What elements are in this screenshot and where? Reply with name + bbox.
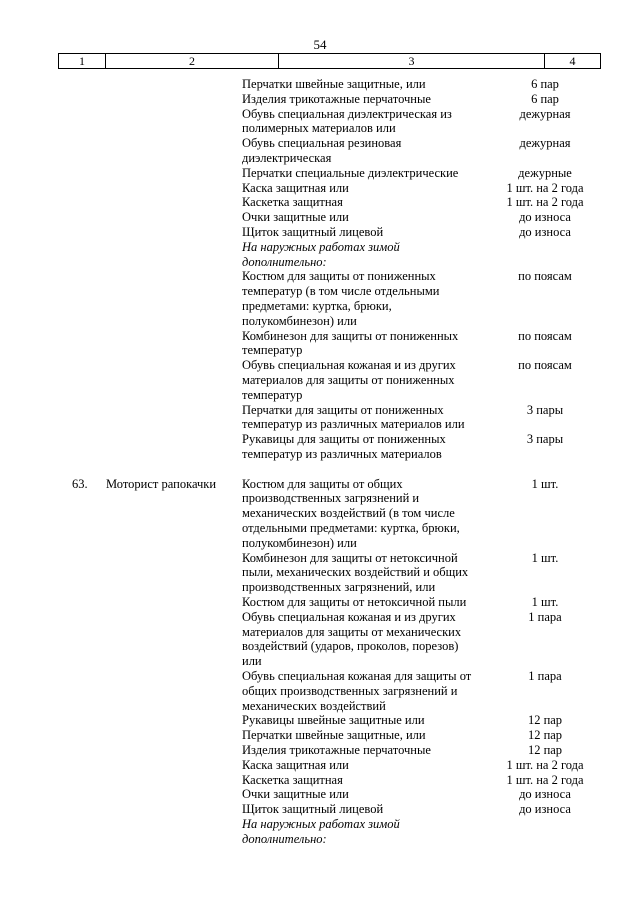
- item-norm: до износа: [519, 210, 571, 225]
- table-row: [0, 565, 640, 580]
- item-norm: дежурные: [518, 165, 572, 180]
- table-header: [58, 53, 601, 69]
- table-row: [0, 92, 640, 107]
- table-row: [0, 210, 640, 225]
- table-row: [0, 580, 640, 595]
- item-norm: до износа: [519, 225, 571, 239]
- item-name: температур из различных материалов или: [242, 417, 465, 432]
- item-name: Обувь специальная резиновая: [242, 136, 402, 151]
- item-norm: 1 шт. на 2 года: [506, 757, 584, 772]
- item-norm: 12 пар: [527, 728, 563, 743]
- item-name: полукомбинезон) или: [242, 313, 357, 328]
- item-name: Обувь специальная диэлектрическая из: [242, 106, 452, 121]
- table-row: [0, 136, 640, 151]
- item-norm: 1 шт. на 2 года: [506, 195, 584, 210]
- header-col-3: 3: [408, 54, 415, 68]
- item-name: общих производственных загрязнений и: [242, 683, 458, 698]
- item-name: диэлектрическая: [242, 151, 332, 165]
- table-row: [0, 521, 640, 536]
- table-row: [0, 787, 640, 802]
- item-name: или: [242, 654, 262, 669]
- table-row: [0, 388, 640, 403]
- item-name: температур (в том числе отдельными: [242, 284, 440, 299]
- table-row: [0, 447, 640, 462]
- item-name: Перчатки специальные диэлектрические: [242, 165, 459, 180]
- item-name: механических воздействий (в том числе: [242, 506, 455, 521]
- item-norm: дежурная: [519, 136, 571, 151]
- item-norm: 1 шт.: [531, 476, 559, 491]
- item-norm: по поясам: [518, 269, 572, 284]
- table-row: [0, 506, 640, 521]
- item-name: Перчатки швейные защитные, или: [242, 728, 426, 743]
- item-norm: 1 шт. на 2 года: [506, 180, 584, 195]
- item-norm: дежурная: [519, 106, 571, 121]
- table-row: [0, 536, 640, 551]
- item-norm: 6 пар: [531, 77, 559, 91]
- table-row: [0, 284, 640, 299]
- table-row: [0, 181, 640, 196]
- item-norm: 1 пара: [528, 669, 562, 683]
- table-row: [0, 151, 640, 166]
- table-row: [0, 684, 640, 699]
- item-name: Костюм для защиты от нетоксичной пыли: [242, 595, 467, 609]
- table-row: [0, 417, 640, 432]
- item-name: Комбинезон для защиты от пониженных: [242, 328, 459, 343]
- item-name: производственных загрязнений, или: [242, 580, 436, 595]
- table-row: [0, 817, 640, 832]
- item-name: Щиток защитный лицевой: [242, 802, 384, 817]
- item-norm: 3 пары: [526, 432, 564, 447]
- item-name: Изделия трикотажные перчаточные: [242, 743, 431, 757]
- item-name: Рукавицы швейные защитные или: [242, 713, 425, 728]
- item-name: предметами: куртка, брюки,: [242, 299, 392, 313]
- item-name: Каска защитная или: [242, 757, 349, 772]
- item-name: Обувь специальная кожаная для защиты от: [242, 669, 472, 683]
- item-name: производственных загрязнений и: [242, 491, 420, 506]
- table-row: [0, 832, 640, 847]
- item-norm: по поясам: [518, 358, 572, 373]
- item-name: Обувь специальная кожаная и из других: [242, 609, 456, 624]
- item-name: воздействий (ударов, проколов, порезов): [242, 639, 459, 654]
- item-name: На наружных работах зимой: [242, 239, 400, 254]
- header-col-2: 2: [189, 54, 195, 68]
- table-row: [0, 255, 640, 270]
- table-row: [0, 773, 640, 788]
- table-row: [0, 358, 640, 373]
- item-name: Костюм для защиты от пониженных: [242, 269, 436, 284]
- item-norm: 1 шт. на 2 года: [506, 772, 584, 787]
- table-row: [0, 225, 640, 240]
- table-row: [0, 373, 640, 388]
- table-row: [0, 166, 640, 181]
- table-row: [0, 728, 640, 743]
- item-name: пыли, механических воздействий и общих: [242, 565, 469, 580]
- table-row: [0, 107, 640, 122]
- table-row: [0, 195, 640, 210]
- table-row: [0, 639, 640, 654]
- item-norm: до износа: [519, 802, 571, 817]
- item-name: Каска защитная или: [242, 180, 349, 195]
- table-row: [0, 491, 640, 506]
- table-row: [0, 758, 640, 773]
- item-name: дополнительно:: [242, 831, 327, 846]
- table-row: [0, 699, 640, 714]
- row-number: 63.: [72, 476, 88, 491]
- table-row: [0, 269, 640, 284]
- item-norm: 3 пары: [526, 402, 564, 417]
- table-row: [0, 802, 640, 817]
- table-row: [0, 669, 640, 684]
- table-row: [0, 329, 640, 344]
- item-name: материалов для защиты от механических: [242, 624, 462, 639]
- item-name: Изделия трикотажные перчаточные: [242, 91, 431, 106]
- item-name: температур: [242, 387, 303, 402]
- item-norm: 1 пара: [528, 609, 562, 624]
- table-row: [0, 77, 640, 92]
- item-norm: 12 пар: [527, 743, 563, 757]
- header-col-4: 4: [569, 54, 576, 68]
- table-row: [0, 240, 640, 255]
- item-name: температур из различных материалов: [242, 447, 442, 461]
- table-row: [0, 343, 640, 358]
- table-row: [0, 654, 640, 669]
- item-name: Костюм для защиты от общих: [242, 476, 403, 491]
- item-name: Каскетка защитная: [242, 772, 343, 787]
- table-row: [0, 432, 640, 447]
- table-row: [0, 610, 640, 625]
- table-row: [0, 625, 640, 640]
- item-norm: до износа: [519, 787, 571, 802]
- item-norm: 1 шт.: [531, 550, 559, 565]
- item-name: Очки защитные или: [242, 210, 349, 225]
- item-norm: 12 пар: [527, 713, 563, 728]
- item-norm: 1 шт.: [531, 595, 559, 609]
- profession: Моторист рапокачки: [106, 476, 217, 491]
- item-name: материалов для защиты от пониженных: [242, 373, 455, 387]
- item-name: Комбинезон для защиты от нетоксичной: [242, 550, 458, 565]
- item-name: дополнительно:: [242, 254, 327, 269]
- item-norm: по поясам: [518, 328, 572, 343]
- table-row: [0, 403, 640, 418]
- item-name: На наружных работах зимой: [242, 817, 400, 831]
- table-row: [0, 713, 640, 728]
- item-name: Перчатки для защиты от пониженных: [242, 402, 444, 417]
- item-name: Каскетка защитная: [242, 195, 343, 210]
- table-row: [0, 551, 640, 566]
- item-name: Перчатки швейные защитные, или: [242, 77, 426, 91]
- table-row: [0, 121, 640, 136]
- item-name: механических воздействий: [242, 698, 386, 713]
- table-row: [0, 595, 640, 610]
- table-row: [0, 299, 640, 314]
- item-name: полукомбинезон) или: [242, 535, 357, 550]
- item-name: Щиток защитный лицевой: [242, 225, 384, 239]
- table-row: [0, 477, 640, 492]
- page-number: 54: [313, 37, 327, 52]
- item-name: Очки защитные или: [242, 787, 349, 802]
- item-name: температур: [242, 343, 303, 358]
- item-name: полимерных материалов или: [242, 121, 396, 136]
- item-name: Рукавицы для защиты от пониженных: [242, 432, 446, 447]
- item-name: Обувь специальная кожаная и из других: [242, 358, 456, 373]
- table-row: [0, 314, 640, 329]
- item-name: отдельными предметами: куртка, брюки,: [242, 521, 460, 535]
- table-row: [0, 743, 640, 758]
- header-col-1: 1: [79, 54, 85, 68]
- item-norm: 6 пар: [531, 91, 559, 106]
